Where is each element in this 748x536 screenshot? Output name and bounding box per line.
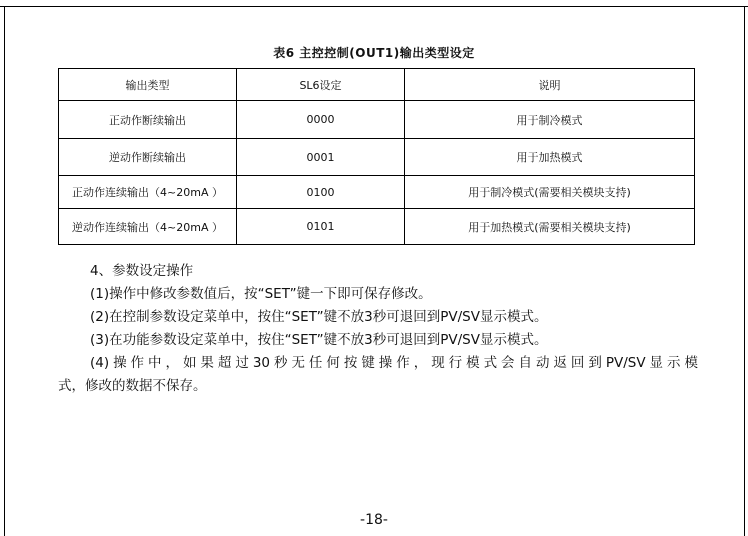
table-row — [59, 101, 695, 139]
header-output-type: 输出类型 — [59, 69, 237, 101]
table-header-row — [59, 69, 695, 101]
table-row — [59, 209, 695, 245]
instruction-item-1: (1)操作中修改参数值后，按“SET”键一下即可保存修改。 — [90, 286, 432, 302]
table-row — [59, 176, 695, 209]
cell-sl6-setting: 0001 — [237, 139, 405, 176]
cell-sl6-setting: 0101 — [237, 209, 405, 245]
cell-output-type: 逆动作断续输出 — [59, 139, 237, 176]
cell-sl6-setting: 0100 — [237, 176, 405, 209]
header-sl6-setting: SL6设定 — [237, 69, 405, 101]
table-row — [59, 139, 695, 176]
parameter-setting-section — [58, 260, 698, 398]
cell-description: 用于加热模式 — [405, 139, 695, 176]
output-type-table — [58, 68, 695, 245]
cell-output-type: 正动作断续输出 — [59, 101, 237, 139]
table-caption: 表6 主控控制(OUT1)输出类型设定 — [273, 46, 475, 60]
instruction-item-3: (3)在功能参数设定菜单中，按住“SET”键不放3秒可退回到PV/SV显示模式。 — [90, 332, 548, 348]
cell-output-type: 正动作连续输出（4~20mA ） — [59, 176, 237, 209]
section-heading: 4、参数设定操作 — [90, 263, 194, 279]
cell-output-type: 逆动作连续输出（4~20mA ） — [59, 209, 237, 245]
cell-description: 用于制冷模式(需要相关模块支持) — [405, 176, 695, 209]
cell-sl6-setting: 0000 — [237, 101, 405, 139]
page-border-top — [0, 6, 748, 7]
cell-description: 用于制冷模式 — [405, 101, 695, 139]
page-number: -18- — [360, 512, 388, 528]
cell-description: 用于加热模式(需要相关模块支持) — [405, 209, 695, 245]
instruction-item-4-line-1: (4)操作中，如果超过30秒无任何按键操作，现行模式会自动返回到PV/SV显示模 — [90, 355, 698, 371]
instruction-item-4-line-2: 式，修改的数据不保存。 — [58, 378, 207, 394]
page-border-right — [744, 6, 745, 536]
instruction-item-2: (2)在控制参数设定菜单中，按住“SET”键不放3秒可退回到PV/SV显示模式。 — [90, 309, 548, 325]
header-description: 说明 — [405, 69, 695, 101]
page-border-left — [4, 6, 5, 536]
